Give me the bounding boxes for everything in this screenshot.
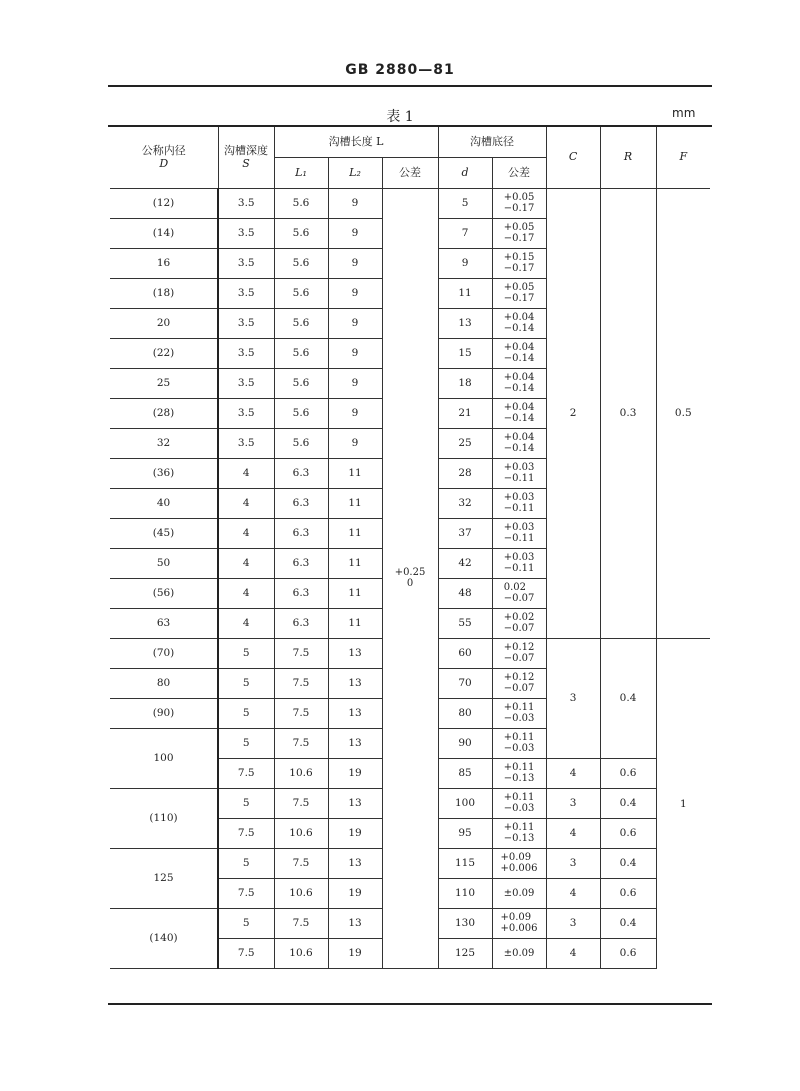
- nominal-diameter: (110): [110, 789, 218, 849]
- nominal-diameter: 25: [110, 369, 218, 399]
- groove-depth: 5: [218, 729, 274, 759]
- length-l2: 9: [328, 309, 382, 339]
- length-l1: 5.6: [274, 249, 328, 279]
- bottom-diameter: 15: [438, 339, 492, 369]
- radius-r: 0.6: [600, 939, 656, 969]
- groove-depth: 5: [218, 639, 274, 669]
- unit-label: mm: [672, 106, 696, 120]
- bottom-diameter-tolerance: +0.03 −0.11: [492, 459, 546, 489]
- bottom-diameter-tolerance: +0.09 +0.006: [492, 849, 546, 879]
- bottom-diameter: 55: [438, 609, 492, 639]
- bottom-diameter: 13: [438, 309, 492, 339]
- bottom-diameter-tolerance: +0.09 +0.006: [492, 909, 546, 939]
- chamfer-c: 3: [546, 909, 600, 939]
- bottom-diameter-tolerance: +0.12 −0.07: [492, 669, 546, 699]
- col-header-bottom: 沟槽底径: [438, 127, 546, 158]
- bottom-diameter: 11: [438, 279, 492, 309]
- groove-depth: 5: [218, 699, 274, 729]
- chamfer-c: 4: [546, 759, 600, 789]
- nominal-diameter: (22): [110, 339, 218, 369]
- length-l2: 11: [328, 579, 382, 609]
- length-l2: 9: [328, 339, 382, 369]
- length-l2: 19: [328, 759, 382, 789]
- groove-depth: 4: [218, 489, 274, 519]
- length-l2: 19: [328, 879, 382, 909]
- length-l1: 10.6: [274, 879, 328, 909]
- nominal-diameter: (18): [110, 279, 218, 309]
- col-header-r: R: [600, 127, 656, 189]
- chamfer-c: 4: [546, 879, 600, 909]
- bottom-diameter: 95: [438, 819, 492, 849]
- bottom-diameter: 110: [438, 879, 492, 909]
- bottom-diameter-tolerance: +0.04 −0.14: [492, 369, 546, 399]
- col-header-f: F: [656, 127, 710, 189]
- bottom-diameter: 7: [438, 219, 492, 249]
- length-l1: 10.6: [274, 939, 328, 969]
- bottom-diameter-tolerance: +0.11 −0.03: [492, 699, 546, 729]
- f-value: 1: [679, 797, 687, 810]
- groove-depth: 3.5: [218, 219, 274, 249]
- groove-depth: 3.5: [218, 309, 274, 339]
- groove-depth: 4: [218, 609, 274, 639]
- length-l1: 6.3: [274, 519, 328, 549]
- nominal-diameter: 100: [110, 729, 218, 789]
- bottom-diameter: 18: [438, 369, 492, 399]
- groove-depth: 3.5: [218, 429, 274, 459]
- chamfer-c: 4: [546, 819, 600, 849]
- length-l1: 6.3: [274, 609, 328, 639]
- length-l1: 5.6: [274, 189, 328, 219]
- length-l1: 5.6: [274, 399, 328, 429]
- standard-code: GB 2880—81: [345, 62, 455, 78]
- col-header-l1: L₁: [274, 158, 328, 189]
- bottom-diameter: 42: [438, 549, 492, 579]
- nominal-diameter: 16: [110, 249, 218, 279]
- bottom-diameter-tolerance: +0.11 −0.03: [492, 789, 546, 819]
- nominal-diameter: 80: [110, 669, 218, 699]
- length-l2: 19: [328, 819, 382, 849]
- groove-depth: 4: [218, 579, 274, 609]
- length-l1: 5.6: [274, 309, 328, 339]
- nominal-diameter: 50: [110, 549, 218, 579]
- bottom-diameter: 5: [438, 189, 492, 219]
- col-header-nominal: 公称内径 D: [110, 127, 218, 189]
- nominal-diameter: 63: [110, 609, 218, 639]
- bottom-diameter: 85: [438, 759, 492, 789]
- bottom-diameter: 25: [438, 429, 492, 459]
- bottom-diameter: 80: [438, 699, 492, 729]
- length-l2: 9: [328, 279, 382, 309]
- col-header-d-tol: 公差: [492, 158, 546, 189]
- length-l1: 7.5: [274, 669, 328, 699]
- radius-r: 0.4: [600, 789, 656, 819]
- bottom-diameter: 100: [438, 789, 492, 819]
- radius-r: 0.3: [600, 189, 656, 639]
- length-l2: 13: [328, 789, 382, 819]
- groove-depth: 4: [218, 459, 274, 489]
- nominal-diameter: 125: [110, 849, 218, 909]
- length-l2: 9: [328, 399, 382, 429]
- length-l2: 13: [328, 699, 382, 729]
- nominal-diameter: (12): [110, 189, 218, 219]
- length-l1: 5.6: [274, 429, 328, 459]
- groove-depth: 7.5: [218, 759, 274, 789]
- bottom-diameter: 32: [438, 489, 492, 519]
- length-l2: 13: [328, 849, 382, 879]
- length-l1: 6.3: [274, 459, 328, 489]
- length-l1: 7.5: [274, 699, 328, 729]
- length-l1: 6.3: [274, 579, 328, 609]
- bottom-diameter-tolerance: +0.05 −0.17: [492, 189, 546, 219]
- bottom-diameter-tolerance: +0.11 −0.13: [492, 819, 546, 849]
- length-l2: 9: [328, 219, 382, 249]
- length-l1: 5.6: [274, 339, 328, 369]
- groove-depth: 3.5: [218, 279, 274, 309]
- bottom-diameter-tolerance: +0.04 −0.14: [492, 309, 546, 339]
- nominal-diameter: 40: [110, 489, 218, 519]
- nominal-diameter: (90): [110, 699, 218, 729]
- bottom-diameter-tolerance: ±0.09: [492, 939, 546, 969]
- table-row: [110, 189, 710, 219]
- groove-depth: 4: [218, 549, 274, 579]
- groove-depth: 5: [218, 909, 274, 939]
- col-header-l2: L₂: [328, 158, 382, 189]
- length-l2: 9: [328, 249, 382, 279]
- nominal-diameter: (14): [110, 219, 218, 249]
- nominal-diameter: 32: [110, 429, 218, 459]
- table-title: 表 1: [386, 109, 414, 125]
- length-l2: 11: [328, 489, 382, 519]
- groove-depth: 3.5: [218, 369, 274, 399]
- bottom-diameter: 28: [438, 459, 492, 489]
- bottom-diameter: 130: [438, 909, 492, 939]
- nominal-diameter: (28): [110, 399, 218, 429]
- chamfer-c: 3: [546, 849, 600, 879]
- length-l2: 13: [328, 909, 382, 939]
- bottom-diameter: 90: [438, 729, 492, 759]
- bottom-diameter-tolerance: +0.04 −0.14: [492, 339, 546, 369]
- f-value: 0.5: [656, 189, 710, 639]
- length-l1: 5.6: [274, 369, 328, 399]
- bottom-diameter: 37: [438, 519, 492, 549]
- length-l2: 9: [328, 429, 382, 459]
- radius-r: 0.4: [600, 639, 656, 759]
- length-l1: 6.3: [274, 549, 328, 579]
- nominal-diameter: (56): [110, 579, 218, 609]
- groove-spec-table: [110, 127, 710, 969]
- groove-depth: 4: [218, 519, 274, 549]
- length-l2: 11: [328, 519, 382, 549]
- bottom-diameter-tolerance: +0.12 −0.07: [492, 639, 546, 669]
- length-l2: 11: [328, 459, 382, 489]
- length-l2: 9: [328, 369, 382, 399]
- nominal-diameter: (45): [110, 519, 218, 549]
- col-header-length: 沟槽长度 L: [274, 127, 438, 158]
- nominal-diameter: (70): [110, 639, 218, 669]
- bottom-diameter-tolerance: +0.04 −0.14: [492, 429, 546, 459]
- length-l1: 5.6: [274, 279, 328, 309]
- groove-depth: 3.5: [218, 249, 274, 279]
- length-l1: 7.5: [274, 789, 328, 819]
- col-header-c: C: [546, 127, 600, 189]
- bottom-diameter-tolerance: +0.11 −0.13: [492, 759, 546, 789]
- bottom-diameter-tolerance: +0.03 −0.11: [492, 519, 546, 549]
- length-tolerance: +0.25 0: [382, 189, 438, 969]
- bottom-diameter: 125: [438, 939, 492, 969]
- length-l1: 6.3: [274, 489, 328, 519]
- bottom-diameter-tolerance: +0.05 −0.17: [492, 219, 546, 249]
- bottom-diameter-tolerance: +0.03 −0.11: [492, 489, 546, 519]
- bottom-diameter: 9: [438, 249, 492, 279]
- radius-r: 0.6: [600, 759, 656, 789]
- bottom-diameter: 115: [438, 849, 492, 879]
- groove-depth: 7.5: [218, 939, 274, 969]
- length-l1: 7.5: [274, 849, 328, 879]
- col-header-length-tol: 公差: [382, 158, 438, 189]
- bottom-diameter: 70: [438, 669, 492, 699]
- bottom-diameter-tolerance: +0.15 −0.17: [492, 249, 546, 279]
- groove-depth: 5: [218, 849, 274, 879]
- groove-depth: 7.5: [218, 879, 274, 909]
- bottom-diameter: 48: [438, 579, 492, 609]
- groove-depth: 5: [218, 789, 274, 819]
- groove-depth: 3.5: [218, 399, 274, 429]
- radius-r: 0.6: [600, 879, 656, 909]
- radius-r: 0.6: [600, 819, 656, 849]
- length-l2: 13: [328, 669, 382, 699]
- length-l1: 5.6: [274, 219, 328, 249]
- chamfer-c: 4: [546, 939, 600, 969]
- radius-r: 0.4: [600, 909, 656, 939]
- groove-depth: 7.5: [218, 819, 274, 849]
- bottom-diameter-tolerance: +0.03 −0.11: [492, 549, 546, 579]
- chamfer-c: 2: [546, 189, 600, 639]
- bottom-diameter: 21: [438, 399, 492, 429]
- chamfer-c: 3: [546, 789, 600, 819]
- nominal-diameter: (140): [110, 909, 218, 969]
- bottom-diameter: 60: [438, 639, 492, 669]
- col-header-d: d: [438, 158, 492, 189]
- groove-depth: 3.5: [218, 339, 274, 369]
- groove-depth: 5: [218, 669, 274, 699]
- bottom-diameter-tolerance: ±0.09: [492, 879, 546, 909]
- bottom-diameter-tolerance: +0.02 −0.07: [492, 609, 546, 639]
- chamfer-c: 3: [546, 639, 600, 759]
- length-l1: 7.5: [274, 639, 328, 669]
- col-header-depth: 沟槽深度 S: [218, 127, 274, 189]
- length-l1: 10.6: [274, 759, 328, 789]
- length-l2: 13: [328, 639, 382, 669]
- bottom-diameter-tolerance: 0.02 −0.07: [492, 579, 546, 609]
- bottom-diameter-tolerance: +0.11 −0.03: [492, 729, 546, 759]
- radius-r: 0.4: [600, 849, 656, 879]
- nominal-diameter: 20: [110, 309, 218, 339]
- nominal-diameter: (36): [110, 459, 218, 489]
- bottom-diameter-tolerance: +0.04 −0.14: [492, 399, 546, 429]
- length-l1: 7.5: [274, 729, 328, 759]
- length-l2: 13: [328, 729, 382, 759]
- length-l2: 19: [328, 939, 382, 969]
- length-l1: 7.5: [274, 909, 328, 939]
- table-bottom-rule: [108, 1003, 712, 1005]
- bottom-diameter-tolerance: +0.05 −0.17: [492, 279, 546, 309]
- length-l1: 10.6: [274, 819, 328, 849]
- header-rule: [108, 85, 712, 87]
- length-l2: 9: [328, 189, 382, 219]
- groove-depth: 3.5: [218, 189, 274, 219]
- length-l2: 11: [328, 549, 382, 579]
- length-l2: 11: [328, 609, 382, 639]
